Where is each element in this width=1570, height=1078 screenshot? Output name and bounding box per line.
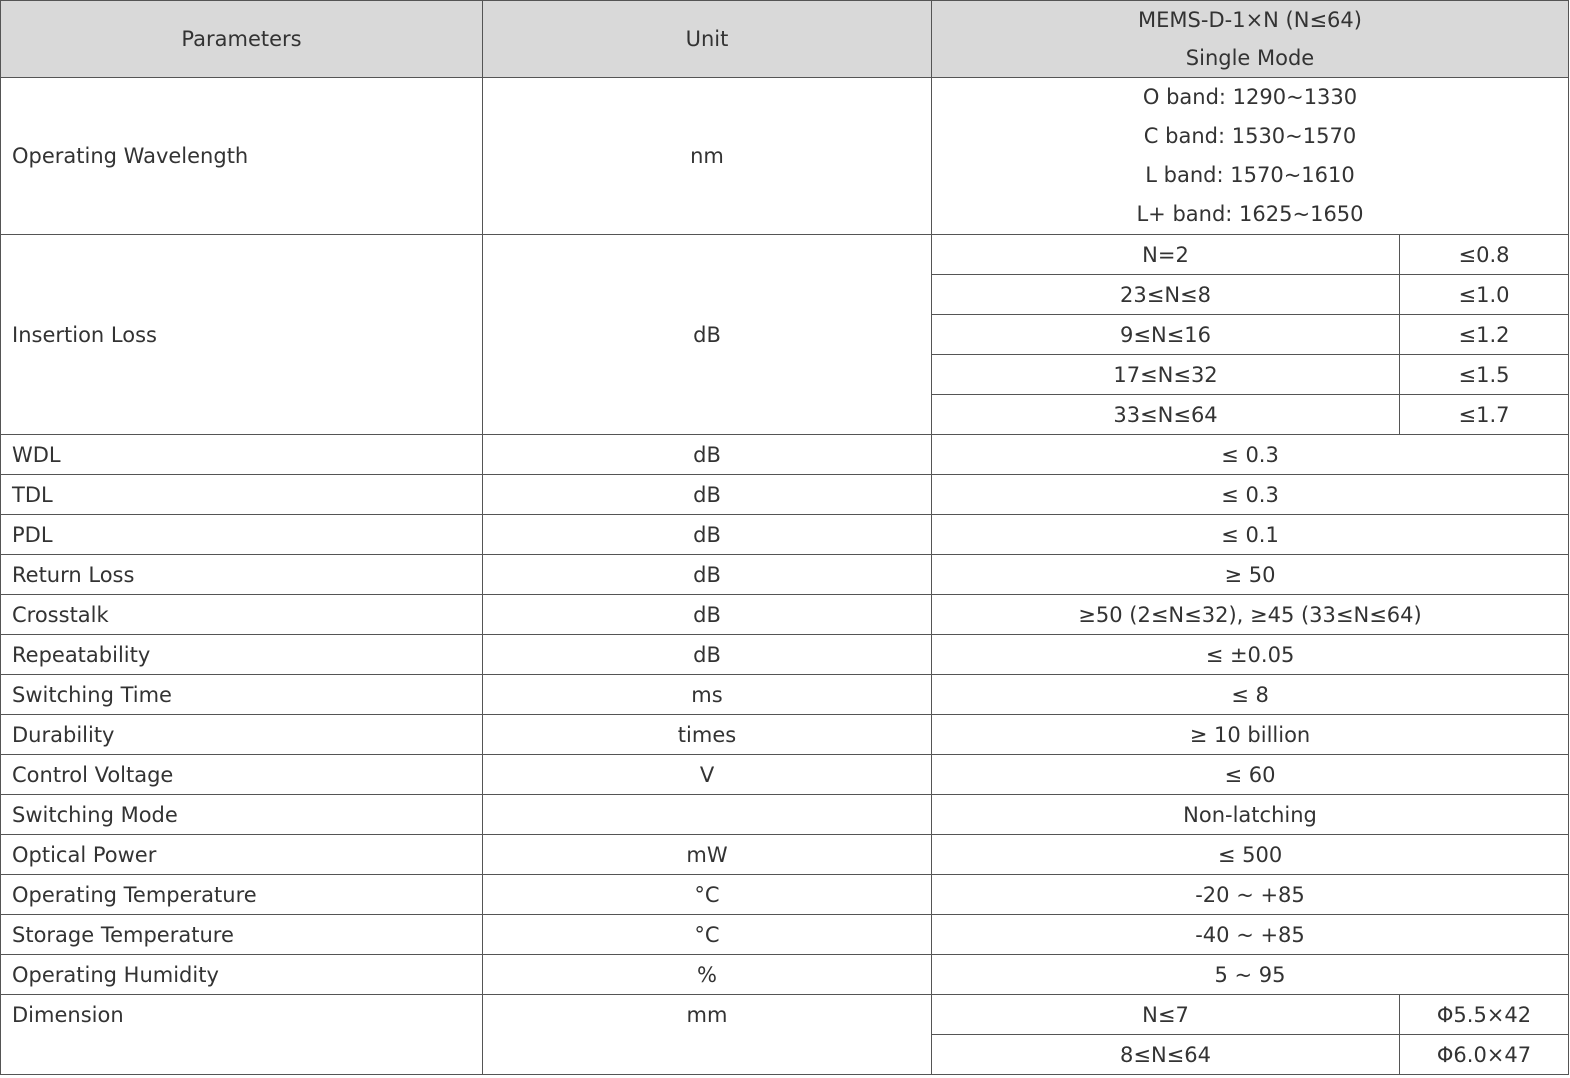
param-unit: ms — [483, 675, 932, 715]
param-label: Storage Temperature — [1, 915, 483, 955]
header-model-mode: Single Mode — [1185, 46, 1315, 70]
param-label: Switching Mode — [1, 795, 483, 835]
row-operating-wavelength — [1, 78, 1569, 235]
param-label: TDL — [1, 475, 483, 515]
param-value: -20 ~ +85 — [932, 875, 1569, 915]
param-value: ≥50 (2≤N≤32), ≥45 (33≤N≤64) — [932, 595, 1569, 635]
param-value: ≤ 0.3 — [932, 475, 1569, 515]
dim-value: Φ6.0×47 — [1400, 1035, 1569, 1075]
spec-row — [1, 915, 1569, 955]
param-unit: mW — [483, 835, 932, 875]
spec-row — [1, 955, 1569, 995]
spec-row — [1, 835, 1569, 875]
dim-value: Φ5.5×42 — [1400, 995, 1569, 1035]
spec-row — [1, 675, 1569, 715]
param-value: ≥ 50 — [932, 555, 1569, 595]
wavelength-c-band: C band: 1530~1570 — [1143, 124, 1357, 148]
param-unit: dB — [483, 235, 932, 435]
spec-row — [1, 755, 1569, 795]
param-value: ≤ ±0.05 — [932, 635, 1569, 675]
spec-row — [1, 475, 1569, 515]
spec-row — [1, 875, 1569, 915]
il-range: 9≤N≤16 — [932, 315, 1400, 355]
param-unit: dB — [483, 475, 932, 515]
param-unit: % — [483, 955, 932, 995]
param-value: ≤ 500 — [932, 835, 1569, 875]
param-unit: °C — [483, 915, 932, 955]
param-label: Repeatability — [1, 635, 483, 675]
il-value: ≤1.7 — [1400, 395, 1569, 435]
row-insertion-loss — [1, 235, 1569, 275]
param-unit: mm — [483, 995, 932, 1075]
row-dimension — [1, 995, 1569, 1035]
spec-row — [1, 555, 1569, 595]
param-label: Insertion Loss — [1, 235, 483, 435]
param-label: Switching Time — [1, 675, 483, 715]
param-unit: nm — [483, 78, 932, 235]
param-label: WDL — [1, 435, 483, 475]
param-unit: V — [483, 755, 932, 795]
param-unit: dB — [483, 435, 932, 475]
header-model — [932, 1, 1569, 78]
wavelength-l-band: L band: 1570~1610 — [1145, 163, 1355, 187]
param-value: -40 ~ +85 — [932, 915, 1569, 955]
param-unit — [483, 795, 932, 835]
il-range: 17≤N≤32 — [932, 355, 1400, 395]
param-value: ≤ 0.1 — [932, 515, 1569, 555]
param-label: Durability — [1, 715, 483, 755]
dim-range: N≤7 — [932, 995, 1400, 1035]
param-label: Return Loss — [1, 555, 483, 595]
header-parameters: Parameters — [1, 1, 483, 78]
wavelength-lplus-band: L+ band: 1625~1650 — [1136, 202, 1364, 226]
il-range: N=2 — [932, 235, 1400, 275]
spec-row — [1, 635, 1569, 675]
param-label: PDL — [1, 515, 483, 555]
param-unit: times — [483, 715, 932, 755]
il-value: ≤1.5 — [1400, 355, 1569, 395]
param-value: 5 ~ 95 — [932, 955, 1569, 995]
param-unit: °C — [483, 875, 932, 915]
spec-row — [1, 515, 1569, 555]
spec-row — [1, 715, 1569, 755]
param-value: ≤ 60 — [932, 755, 1569, 795]
param-value: ≥ 10 billion — [932, 715, 1569, 755]
param-label: Crosstalk — [1, 595, 483, 635]
param-label: Control Voltage — [1, 755, 483, 795]
header-model-name: MEMS-D-1×N (N≤64) — [1138, 8, 1362, 32]
dim-range: 8≤N≤64 — [932, 1035, 1400, 1075]
il-range: 33≤N≤64 — [932, 395, 1400, 435]
param-unit: dB — [483, 595, 932, 635]
spec-row — [1, 795, 1569, 835]
param-unit: dB — [483, 555, 932, 595]
il-range: 23≤N≤8 — [932, 275, 1400, 315]
param-label: Operating Humidity — [1, 955, 483, 995]
param-label: Optical Power — [1, 835, 483, 875]
wavelength-values — [932, 78, 1569, 235]
il-value: ≤1.2 — [1400, 315, 1569, 355]
param-unit: dB — [483, 515, 932, 555]
param-label: Operating Temperature — [1, 875, 483, 915]
il-value: ≤1.0 — [1400, 275, 1569, 315]
param-label: Dimension — [1, 995, 483, 1075]
param-value: Non-latching — [932, 795, 1569, 835]
header-row — [1, 1, 1569, 78]
param-value: ≤ 0.3 — [932, 435, 1569, 475]
spec-row — [1, 435, 1569, 475]
param-value: ≤ 8 — [932, 675, 1569, 715]
param-label: Operating Wavelength — [1, 78, 483, 235]
wavelength-o-band: O band: 1290~1330 — [1142, 85, 1358, 109]
il-value: ≤0.8 — [1400, 235, 1569, 275]
header-unit: Unit — [483, 1, 932, 78]
spec-row — [1, 595, 1569, 635]
param-unit: dB — [483, 635, 932, 675]
